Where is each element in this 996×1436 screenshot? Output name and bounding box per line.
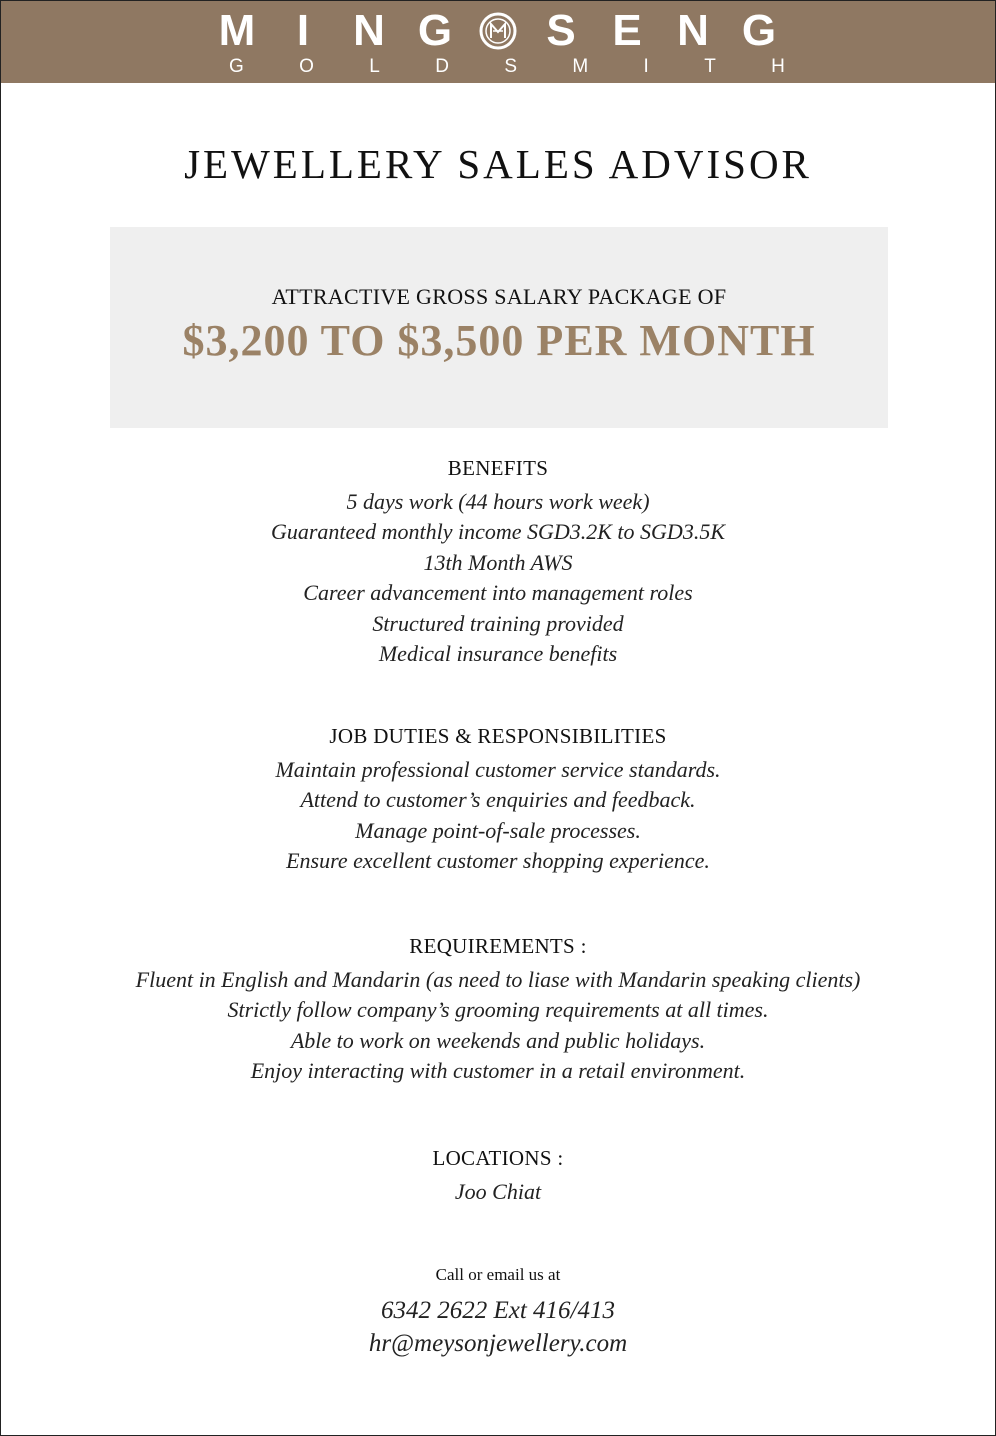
duties-section bbox=[1, 721, 995, 877]
list-item: Strictly follow company’s grooming requirements at all times. bbox=[227, 997, 769, 1023]
brand-letter: G bbox=[417, 6, 453, 55]
list-item: Structured training provided bbox=[372, 610, 624, 636]
list-item: Manage point-of-sale processes. bbox=[355, 817, 641, 843]
brand-letter: S bbox=[546, 6, 576, 55]
job-title: JEWELLERY SALES ADVISOR bbox=[184, 141, 812, 187]
contact-lead: Call or email us at bbox=[435, 1265, 561, 1284]
tagline-letter: G bbox=[229, 56, 244, 77]
contact-email[interactable]: hr@meysonjewellery.com bbox=[368, 1330, 628, 1357]
requirements-section bbox=[1, 931, 995, 1087]
list-item: Enjoy interacting with customer in a retail environment. bbox=[250, 1058, 746, 1084]
brand-name-right bbox=[528, 7, 792, 55]
list-item: Able to work on weekends and public holidays. bbox=[290, 1027, 706, 1053]
brand-letter: N bbox=[677, 6, 709, 55]
tagline-letter: D bbox=[435, 56, 449, 77]
list-item: Maintain professional customer service standards. bbox=[275, 757, 721, 782]
benefits-section bbox=[1, 453, 995, 669]
salary-range: $3,200 TO $3,500 PER MONTH bbox=[182, 316, 816, 365]
tagline-letter: S bbox=[504, 56, 517, 77]
brand-letter: I bbox=[296, 6, 310, 55]
requirements-heading: REQUIREMENTS : bbox=[409, 934, 587, 958]
list-item: Joo Chiat bbox=[454, 1179, 542, 1204]
locations-heading: LOCATIONS : bbox=[432, 1146, 564, 1170]
list-item: Guaranteed monthly income SGD3.2K to SGD3.5K bbox=[270, 519, 725, 545]
list-item: Ensure excellent customer shopping experience. bbox=[286, 848, 710, 874]
tagline-letter: T bbox=[704, 56, 716, 77]
tagline-letter: O bbox=[299, 56, 314, 77]
tagline-letter: L bbox=[369, 56, 380, 77]
brand-name-left bbox=[204, 7, 468, 55]
list-item: 5 days work (44 hours work week) bbox=[346, 489, 650, 514]
contact-phone[interactable]: 6342 2622 Ext 416/413 bbox=[380, 1297, 615, 1324]
benefits-list bbox=[1, 487, 995, 669]
locations-section bbox=[1, 1143, 995, 1207]
duties-list bbox=[1, 755, 995, 877]
list-item: 13th Month AWS bbox=[423, 549, 573, 575]
tagline-letter: H bbox=[771, 56, 785, 77]
list-item: Attend to customer’s enquiries and feedback. bbox=[300, 787, 696, 813]
brand-letter: M bbox=[218, 6, 256, 55]
list-item: Fluent in English and Mandarin (as need to liase with Mandarin speaking clients) bbox=[135, 967, 861, 992]
salary-lead: ATTRACTIVE GROSS SALARY PACKAGE OF bbox=[271, 284, 727, 309]
brand-letter: G bbox=[741, 6, 777, 55]
monogram-seal-icon bbox=[478, 11, 518, 51]
requirements-list bbox=[1, 965, 995, 1087]
locations-list bbox=[1, 1177, 995, 1207]
brand-banner bbox=[1, 1, 995, 83]
list-item: Career advancement into management roles bbox=[303, 580, 693, 606]
list-item: Medical insurance benefits bbox=[378, 641, 618, 667]
brand-letter: E bbox=[612, 6, 642, 55]
tagline-letter: M bbox=[572, 56, 589, 77]
tagline-letter: I bbox=[643, 56, 649, 77]
benefits-heading: BENEFITS bbox=[447, 456, 549, 480]
duties-heading: JOB DUTIES & RESPONSIBILITIES bbox=[329, 724, 667, 748]
brand-wordmark bbox=[1, 7, 995, 55]
salary-panel bbox=[110, 227, 888, 428]
brand-tagline bbox=[229, 57, 785, 77]
brand-letter: N bbox=[353, 6, 385, 55]
